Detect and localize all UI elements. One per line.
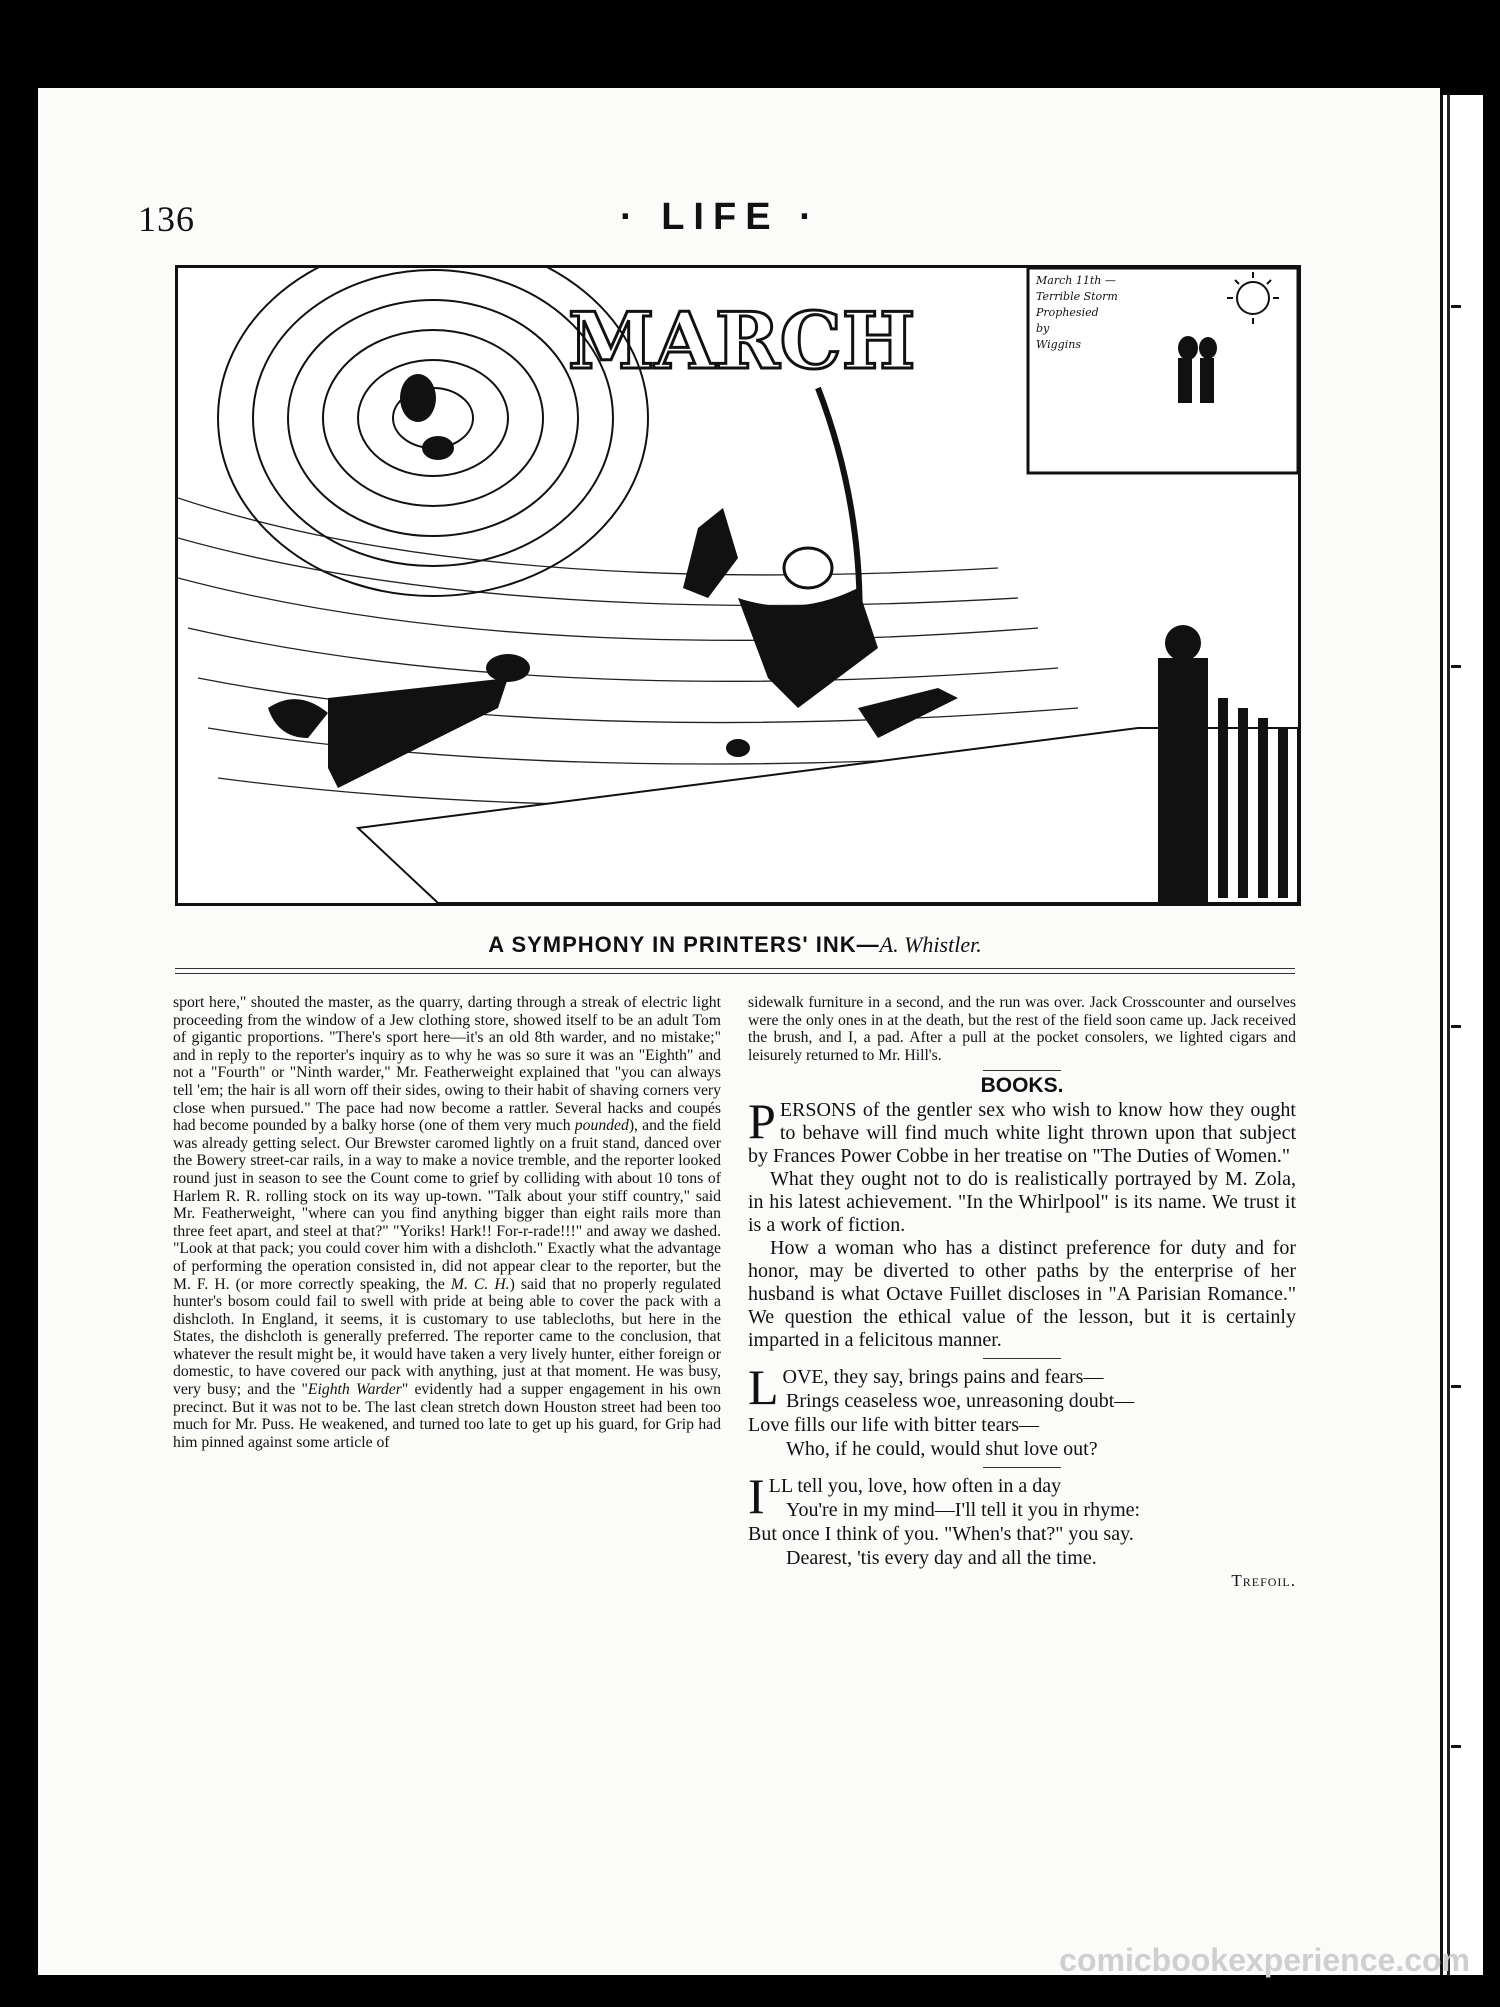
page-number: 136	[138, 199, 195, 239]
poem-line: But once I think of you. "When's that?" you say.	[748, 1522, 1134, 1545]
left-emphasis-3: Eighth Warder	[307, 1381, 402, 1399]
inset-note-line: Wiggins	[1036, 338, 1081, 351]
edge-mark	[1451, 1745, 1461, 1748]
inset-note-line: March 11th —	[1036, 274, 1116, 287]
books-section	[748, 1092, 1296, 1352]
poem-line-text: LL tell you, love, how often in a day	[768, 1474, 1062, 1497]
books-paragraph-1-text: ERSONS of the gentler sex who wish to know how they ought to behave will find much white light thrown upon that subject by Frances Power Cobbe in her treatise on "The Duties of Women."	[748, 1098, 1296, 1167]
poem-line: Who, if he could, would shut love out?	[786, 1437, 1098, 1460]
continuation-paragraph: sidewalk furniture in a second, and the run was over. Jack Crosscounter and ourselves were the only ones in at the death, but the rest of the field soon came up. Jack received the brush, and I, a pad. After a pull at the pocket consolers, we lighted cigars and leisurely returned to Mr. Hill's.	[748, 994, 1296, 1064]
right-column	[748, 994, 1296, 1590]
left-paragraph-4: " evidently had a supper engagement in his own precinct. But it was not to be. The last clean stretch down Houston street had been too much for Mr. Puss. He weakened, and turned too late to get up his guard, for Grip had him pinned against some article of	[173, 1381, 721, 1451]
adjacent-page-edge	[1440, 95, 1483, 1975]
inset-note-line: Terrible Storm	[1036, 290, 1118, 303]
left-paragraph-1: sport here," shouted the master, as the quarry, darting through a streak of electric light proceeding from the window of a Jew clothing store, showed itself to be an adult Tom of gigantic proportions. "There's sport here—it's an old 8th warder, and no mistake;" and in reply to the reporter's inquiry as to why he was so sure it was an "Eighth" and not a "Fourth" or "Ninth warder," Mr. Featherweight explained that "you can always tell 'em; the hair is all worn off their sides, owing to their habit of shaving corners very close when pursued." The pace had now become a rattler. Several hacks and coupés had become pounded by a balky horse (one of them very much	[173, 994, 721, 1135]
section-rule	[983, 1467, 1061, 1468]
poem-line: Brings ceaseless woe, unreasoning doubt—	[786, 1389, 1135, 1412]
books-paragraph-2: What they ought not to do is realistically portrayed by M. Zola, in his latest achievement. "In the Whirlpool" is its name. We trust it is a work of fiction.	[748, 1167, 1296, 1236]
drop-cap: P	[748, 1092, 776, 1149]
books-paragraph-1	[748, 1092, 1296, 1168]
storm-drawing	[178, 268, 1298, 903]
left-emphasis-1: pounded	[574, 1117, 629, 1135]
inset-note-line: Prophesied	[1036, 306, 1099, 319]
watermark: comicbookexperience.com	[1059, 1942, 1470, 1978]
inset-note-line: by	[1036, 322, 1050, 335]
poem-line: Dearest, 'tis every day and all the time.	[786, 1546, 1097, 1569]
masthead: · LIFE ·	[620, 196, 821, 238]
edge-mark	[1451, 1025, 1461, 1028]
section-rule	[983, 1070, 1061, 1071]
edge-mark	[1451, 1385, 1461, 1388]
books-heading: BOOKS.	[980, 1074, 1064, 1098]
edge-mark	[1451, 665, 1461, 668]
march-lettering: MARCH	[568, 296, 916, 387]
double-rule-bottom	[175, 973, 1295, 974]
sidewalk	[358, 728, 1298, 903]
books-paragraph-3: How a woman who has a distinct preference for duty and for honor, may be diverted to other paths by the enterprise of her husband is what Octave Fuillet discloses in "A Parisian Romance." We question the ethical value of the lesson, but it is certainly imparted in a felicitous manner.	[748, 1236, 1296, 1351]
caption-credit: A. Whistler.	[879, 932, 982, 957]
poem-line: Love fills our life with bitter tears—	[748, 1413, 1040, 1436]
illustration-march-storm	[175, 265, 1301, 906]
left-paragraph-3: ) said that no properly regulated hunter's bosom could fail to swell with pride at being able to cover the pack with a dishcloth. In England, it seems, it is customary to use tablecloths, but here in the States, the dishcloth is generally preferred. The reporter came to the conclusion, that whatever the result might be, it would have taken a very lively hunter, either foreign or domestic, to have covered our pack with anything, just at that moment. He was busy, very busy; and the "	[173, 1275, 721, 1399]
left-paragraph-2: ), and the field was already getting select. Our Brewster caromed lightly on a fruit stand, danced over the Bowery street-car rails, in a way to make a novice tremble, and the reporter looked round just in season to see the Count come to grief by colliding with about 10 tons of Harlem R. R. rolling stock on its way up-town. "Talk about your stiff country," said Mr. Featherweight, "where can you find anything bigger than eight rails more than three feet apart, and steel at that?" "Yoriks! Hark!! For-r-rade!!!" and away we dashed. "Look at that pack; you could cover him with a dishcloth." Exactly what the advantage of performing the operation consisted in, did not appear clear to the reporter, but the M. F. H. (or more correctly speaking, the	[173, 1117, 721, 1293]
poem-line: You're in my mind—I'll tell it you in rhyme:	[786, 1498, 1141, 1521]
left-column-text	[173, 994, 721, 1451]
illustration-caption	[175, 932, 1295, 958]
edge-mark	[1451, 305, 1461, 308]
poem-line-text: OVE, they say, brings pains and fears—	[782, 1365, 1104, 1388]
section-rule	[983, 1358, 1061, 1359]
caption-title: A SYMPHONY IN PRINTERS' INK—	[488, 932, 880, 957]
author-signature: Trefoil.	[1231, 1570, 1296, 1590]
double-rule-top	[175, 968, 1295, 969]
drop-cap: L	[748, 1358, 779, 1415]
blown-figures	[268, 374, 958, 788]
drop-cap: I	[748, 1467, 765, 1524]
left-emphasis-2: M. C. H.	[450, 1275, 510, 1293]
poem-love	[748, 1358, 1296, 1461]
page-fold	[1447, 95, 1450, 1975]
poem-rhyme	[748, 1467, 1296, 1570]
